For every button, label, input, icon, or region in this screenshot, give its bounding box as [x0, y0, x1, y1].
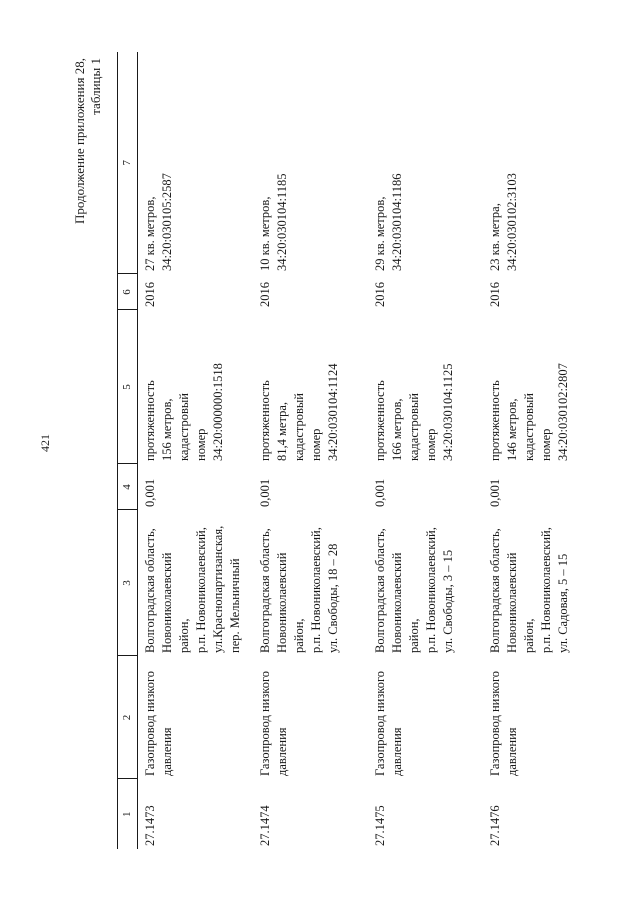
object-description: протяженность 81,4 метра, кадастровый номер 34:20:030104:1124	[258, 363, 340, 461]
column-header: 3	[118, 510, 138, 656]
table-row	[138, 52, 254, 849]
column-header: 2	[118, 656, 138, 779]
object-name: Газопровод низкого давления	[258, 670, 289, 776]
row-number: 27.1474	[258, 805, 272, 846]
column-header: 6	[118, 274, 138, 310]
column-header: 4	[118, 464, 138, 510]
column-header: 5	[118, 310, 138, 464]
page-number: 421	[38, 434, 52, 452]
object-description: протяженность 166 метров, кадастровый номер 34:20:030104:1125	[373, 363, 455, 461]
column-header: 1	[118, 779, 138, 849]
object-name: Газопровод низкого давления	[373, 670, 404, 776]
caption-line-2: таблицы 1	[88, 58, 103, 115]
object-value: 0,001	[488, 478, 502, 507]
table-row	[368, 52, 483, 849]
table-row	[253, 52, 368, 849]
table-row	[483, 52, 598, 849]
object-address: Волгоградская область, Новониколаевский район, р.п. Новониколаевский, ул.Краснопартизанская, пер. Мельничный	[143, 525, 242, 653]
object-year: 2016	[488, 282, 502, 307]
object-address: Волгоградская область, Новониколаевский район, р.п. Новониколаевский, ул. Свободы, 3 – 15	[373, 527, 455, 653]
row-number: 27.1475	[373, 805, 387, 846]
object-description: протяженность 146 метров, кадастровый номер 34:20:030102:2807	[488, 363, 570, 461]
object-address: Волгоградская область, Новониколаевский район, р.п. Новониколаевский, ул. Садовая, 5 – 15	[488, 527, 570, 653]
object-name: Газопровод низкого давления	[488, 670, 519, 776]
column-header: 7	[118, 52, 138, 274]
land-plot: 23 кв. метра, 34:20:030102:3103	[488, 173, 519, 271]
caption-line-1: Продолжение приложения 28,	[72, 58, 87, 225]
land-plot: 10 кв. метров, 34:20:030104:1185	[258, 173, 289, 271]
assets-table	[117, 52, 598, 849]
object-address: Волгоградская область, Новониколаевский район, р.п. Новониколаевский, ул. Свободы, 18 – 28	[258, 527, 340, 653]
land-plot: 29 кв. метров, 34:20:030104:1186	[373, 173, 404, 271]
object-description: протяженность 156 метров, кадастровый номер 34:20:000000:1518	[143, 363, 225, 461]
object-value: 0,001	[143, 478, 157, 507]
land-plot: 27 кв. метров, 34:20:030105:2587	[143, 173, 174, 271]
object-value: 0,001	[258, 478, 272, 507]
object-year: 2016	[373, 282, 387, 307]
object-name: Газопровод низкого давления	[143, 670, 174, 776]
object-value: 0,001	[373, 478, 387, 507]
row-number: 27.1473	[143, 805, 157, 846]
object-year: 2016	[258, 282, 272, 307]
object-year: 2016	[143, 282, 157, 307]
row-number: 27.1476	[488, 805, 502, 846]
column-number-row	[118, 52, 138, 849]
